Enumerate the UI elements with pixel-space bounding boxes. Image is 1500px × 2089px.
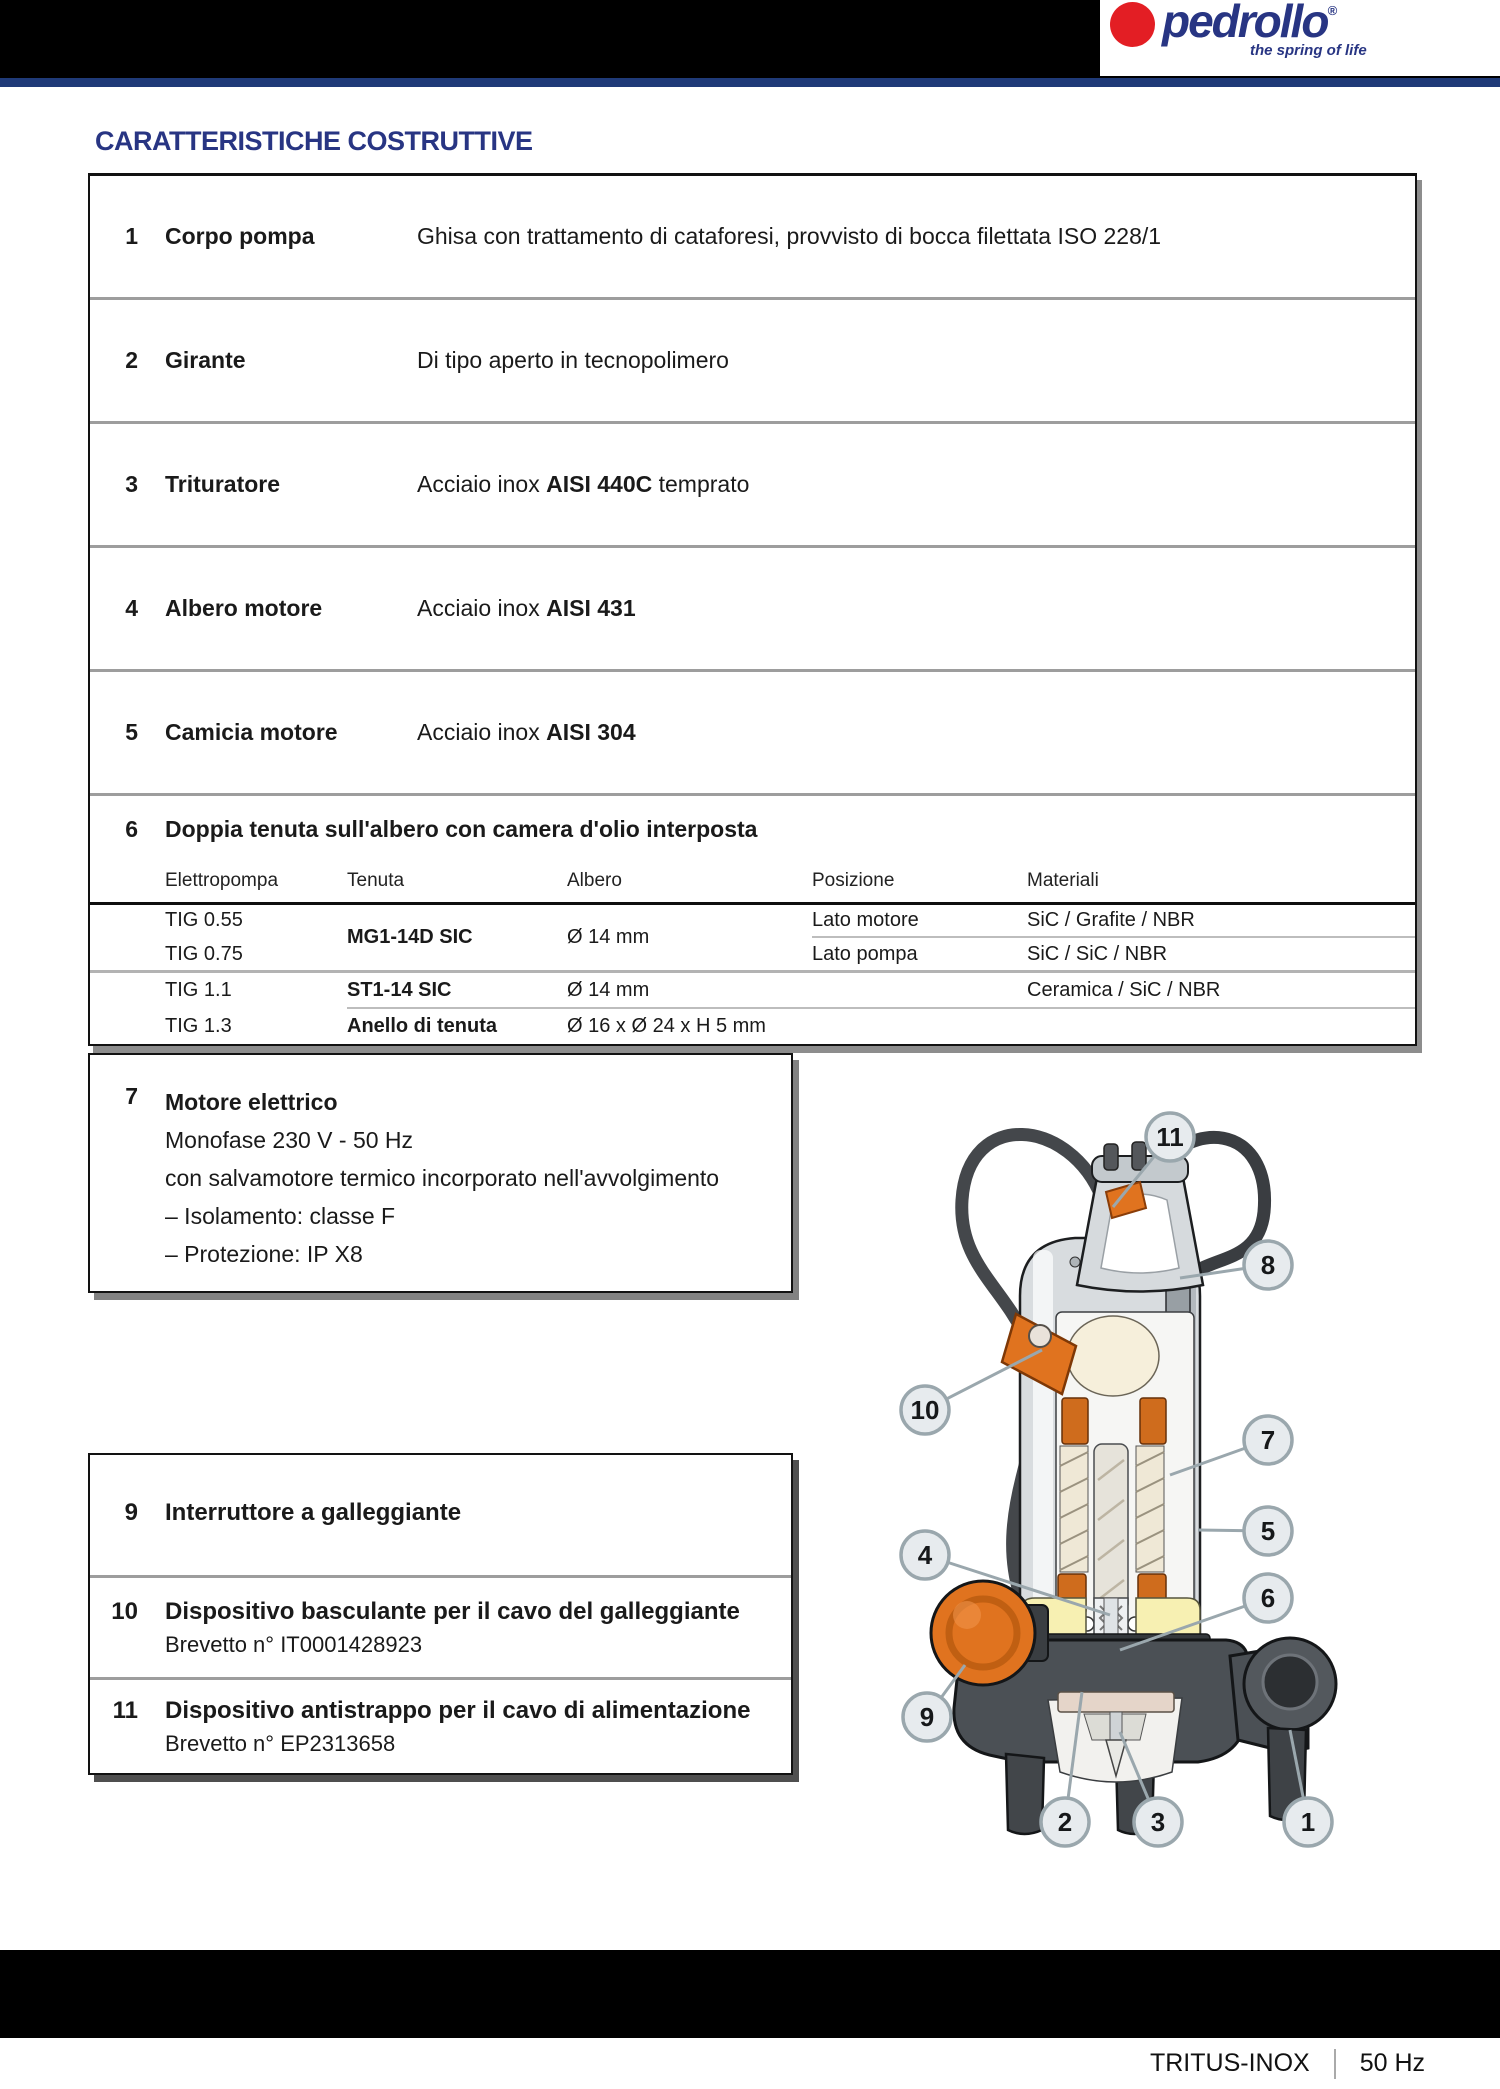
seal-group-rule [90,970,1415,973]
seal-materiali: SiC / Grafite / NBR [1027,909,1195,931]
motor-title: Motore elettrico [165,1089,338,1115]
winding-head [1062,1398,1088,1444]
desc-tail: temprato [652,471,750,497]
float-highlight [953,1601,981,1629]
seal-tenuta: Anello di tenuta [347,1015,497,1037]
seal-headline [90,796,1415,846]
row-name: Girante [165,347,246,373]
accessory-row-10 [90,1598,791,1663]
table-row-5 [90,672,1415,796]
accessory-row-11 [90,1697,791,1762]
callout-9 [903,1693,951,1741]
motor-section [88,1053,793,1293]
table-row-6-seal [90,796,1415,1061]
callout-7 [1244,1416,1292,1464]
impeller-shaft [1110,1712,1122,1742]
row-description [417,595,1415,622]
callout-number: 4 [917,1540,933,1570]
row-name: Corpo pompa [165,223,315,249]
seal-albero: Ø 16 x Ø 24 x H 5 mm [567,1015,766,1037]
motor-line: Monofase 230 V - 50 Hz [165,1127,414,1153]
seal-header-rule [90,902,1415,905]
seal-col-header: Materiali [1027,870,1099,891]
callout-11 [1146,1113,1194,1161]
cable-gland [1104,1144,1118,1170]
row-name [138,1697,750,1762]
desc-text: Acciaio inox [417,595,547,621]
row-name [138,1598,740,1663]
table-row-3 [90,424,1415,548]
callout-number: 5 [1260,1516,1276,1546]
seal-col-header: Elettropompa [165,870,279,891]
callout-number: 1 [1300,1807,1316,1837]
row-number: 2 [125,347,138,373]
callout-5 [1244,1507,1292,1555]
accessory-title: Dispositivo antistrappo per il cavo di alimentazione [165,1697,751,1724]
pump-cutaway-illustration [870,1100,1370,1860]
callout-3 [1134,1798,1182,1846]
callout-number: 7 [1260,1425,1276,1455]
page-title: CARATTERISTICHE COSTRUTTIVE [95,126,533,156]
seal-sub-rule [812,936,1415,938]
row-number: 5 [125,719,138,745]
row-number: 9 [124,1499,138,1526]
bolt-icon [1070,1257,1080,1267]
desc-bold: AISI 304 [546,719,636,745]
seal-materiali: SiC / SiC / NBR [1027,943,1168,965]
brand-tagline: the spring of life [1250,42,1367,59]
brand-logo [1100,0,1500,76]
row-number: 4 [125,595,138,621]
seal-model: TIG 1.1 [165,979,232,1001]
table-row-4 [90,548,1415,672]
callout-4 [901,1531,949,1579]
row-number: 1 [125,223,138,249]
desc-text: Di tipo aperto in tecnopolimero [417,347,729,373]
row-divider [90,1575,791,1578]
row-number: 6 [125,816,138,842]
motor-text [138,1083,719,1273]
seal-posizione: Lato pompa [812,943,918,965]
seal-model: TIG 0.75 [165,943,243,965]
accessory-row-9 [90,1499,791,1527]
desc-text: Ghisa con trattamento di cataforesi, provvisto di bocca filettata ISO 228/1 [417,223,1162,249]
cable-gland [1132,1142,1146,1170]
seal-posizione: Lato motore [812,909,919,931]
footer-divider [1334,2049,1336,2079]
brand-name [1162,0,1337,48]
registered-mark: ® [1327,3,1338,18]
row-name: Trituratore [165,471,281,497]
callout-number: 3 [1150,1807,1166,1837]
jacket-highlight [1033,1250,1053,1632]
callout-number: 2 [1057,1807,1073,1837]
brand-name-text: pedrollo [1162,0,1328,47]
desc-text: Acciaio inox [417,471,547,497]
footer-bar [0,1950,1500,2038]
callout-6 [1244,1574,1292,1622]
callout-number: 9 [919,1702,935,1732]
row-name: Camicia motore [165,719,338,745]
winding-head [1140,1398,1166,1444]
row-description [417,347,1415,374]
seal-tenuta: MG1-14D SIC [347,926,473,948]
seal-sub-rule [347,1007,1415,1009]
seal-albero: Ø 14 mm [567,926,650,948]
callout-number: 10 [910,1395,940,1425]
seal-model: TIG 1.3 [165,1015,232,1037]
seal-col-header: Posizione [812,870,895,891]
row-number: 3 [125,471,138,497]
brand-dot-icon [1110,2,1155,47]
desc-text: Acciaio inox [417,719,547,745]
row-description [417,223,1415,250]
callout-number: 6 [1260,1583,1276,1613]
callout-2 [1041,1798,1089,1846]
table-row-1 [90,176,1415,300]
spec-table [88,173,1417,1046]
callout-number: 8 [1260,1250,1276,1280]
row-name: Interruttore a galleggiante [165,1499,462,1526]
row-number: 7 [125,1083,138,1109]
patent-number: Brevetto n° EP2313658 [165,1731,396,1756]
motor-line: – Protezione: IP X8 [165,1241,363,1267]
row-number: 11 [112,1697,138,1724]
footer-product: TRITUS-INOX [1149,2049,1310,2077]
accessories-section [88,1453,793,1775]
accent-bar [0,78,1500,87]
desc-bold: AISI 431 [546,595,636,621]
row-description [417,719,1415,746]
support-leg [1006,1754,1044,1834]
motor-line: con salvamotore termico incorporato nell'avvolgimento [165,1165,720,1191]
device-bolt [1029,1325,1051,1347]
seal-albero: Ø 14 mm [567,979,650,1001]
accessory-title: Dispositivo basculante per il cavo del galleggiante [165,1598,740,1625]
seal-model: TIG 0.55 [165,909,243,931]
row-name: Doppia tenuta sull'albero con camera d'olio interposta [165,816,758,842]
callout-8 [1244,1241,1292,1289]
footer-frequency: 50 Hz [1359,2049,1425,2077]
table-row-2 [90,300,1415,424]
capacitor [1067,1316,1159,1396]
footer-strip [0,2038,1500,2089]
callout-number: 11 [1156,1122,1184,1152]
row-name: Albero motore [165,595,323,621]
row-description [417,471,1415,498]
callout-1 [1284,1798,1332,1846]
diffuser [1058,1692,1174,1712]
callout-10 [901,1386,949,1434]
seal-col-header: Tenuta [347,870,405,891]
seal-materiali: Ceramica / SiC / NBR [1027,979,1221,1001]
desc-bold: AISI 440C [546,471,653,497]
seal-col-header: Albero [567,870,622,891]
patent-number: Brevetto n° IT0001428923 [165,1632,423,1657]
row-number: 10 [111,1598,138,1625]
row-divider [90,1677,791,1680]
motor-line: – Isolamento: classe F [165,1203,396,1229]
seal-tenuta: ST1-14 SIC [347,979,452,1001]
